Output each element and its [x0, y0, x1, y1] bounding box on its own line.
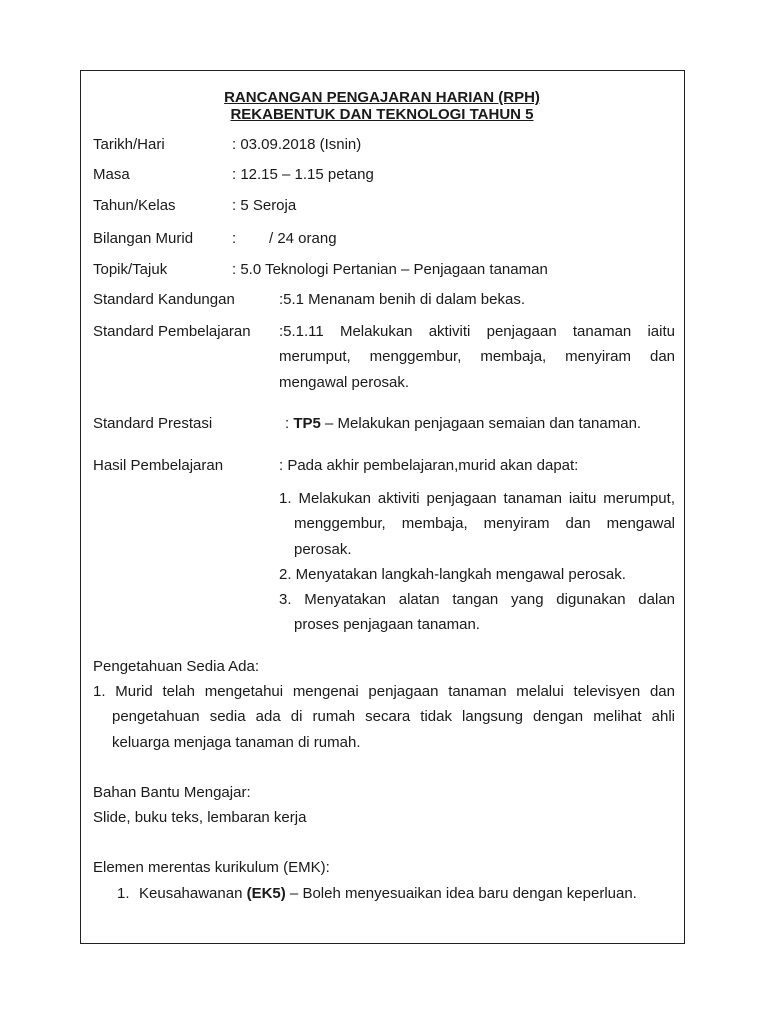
prior-knowledge-heading: Pengetahuan Sedia Ada:	[93, 658, 259, 675]
outcome-item-line: 1. Melakukan aktiviti penjagaan tanaman iaitu merumput,	[279, 490, 675, 507]
student-count-value: / 24 orang	[269, 230, 337, 247]
prior-knowledge-line: 1. Murid telah mengetahui mengenai penjagaan tanaman melalui televisyen dan	[93, 683, 675, 700]
content-standard-value: :5.1 Menanam benih di dalam bekas.	[279, 291, 525, 308]
teaching-aids-text: Slide, buku teks, lembaran kerja	[93, 809, 307, 826]
emk-item: Keusahawanan (EK5) – Boleh menyesuaikan idea baru dengan keperluan.	[139, 885, 637, 902]
emk-number: 1.	[117, 885, 130, 902]
class-label: Tahun/Kelas	[93, 197, 176, 214]
performance-code: TP5	[293, 415, 321, 432]
outcome-item-line: 3. Menyatakan alatan tangan yang digunakan dalan	[279, 591, 675, 608]
date-value: : 03.09.2018 (Isnin)	[232, 136, 362, 153]
learning-standard-line: merumput, menggembur, membaja, menyiram dan	[279, 348, 675, 365]
learning-standard-line: mengawal perosak.	[279, 374, 410, 391]
outcome-item-line: perosak.	[294, 541, 352, 558]
lesson-plan-page	[80, 70, 685, 944]
learning-standard-label: Standard Pembelajaran	[93, 323, 251, 340]
page-subtitle: REKABENTUK DAN TEKNOLOGI TAHUN 5	[230, 106, 534, 123]
time-value: : 12.15 – 1.15 petang	[232, 166, 374, 183]
student-count-label: Bilangan Murid	[93, 230, 194, 247]
teaching-aids-heading: Bahan Bantu Mengajar:	[93, 784, 251, 801]
date-label: Tarikh/Hari	[93, 136, 165, 153]
prior-knowledge-line: keluarga menjaga tanaman di rumah.	[112, 734, 361, 751]
outcome-item-line: menggembur, membaja, menyiram dan mengawal	[294, 515, 675, 532]
time-label: Masa	[93, 166, 130, 183]
prior-knowledge-line: pengetahuan sedia ada di rumah secara tidak langsung dengan melihat ahli	[112, 708, 675, 725]
performance-standard-label: Standard Prestasi	[93, 415, 213, 432]
outcome-item-line: proses penjagaan tanaman.	[294, 616, 480, 633]
emk-heading: Elemen merentas kurikulum (EMK):	[93, 859, 330, 876]
learning-outcome-label: Hasil Pembelajaran	[93, 457, 224, 474]
learning-outcome-intro: : Pada akhir pembelajaran,murid akan dapat:	[279, 457, 579, 474]
topic-label: Topik/Tajuk	[93, 261, 168, 278]
class-value: : 5 Seroja	[232, 197, 297, 214]
emk-code: (EK5)	[246, 885, 286, 902]
performance-standard-value: : TP5 – Melakukan penjagaan semaian dan tanaman.	[285, 415, 642, 432]
topic-value: : 5.0 Teknologi Pertanian – Penjagaan tanaman	[232, 261, 548, 278]
learning-standard-line: :5.1.11 Melakukan aktiviti penjagaan tanaman iaitu	[279, 323, 675, 340]
outcome-item-line: 2. Menyatakan langkah-langkah mengawal perosak.	[279, 566, 626, 583]
student-count-colon: :	[232, 230, 237, 247]
page-title: RANCANGAN PENGAJARAN HARIAN (RPH)	[224, 89, 540, 106]
content-standard-label: Standard Kandungan	[93, 291, 235, 308]
